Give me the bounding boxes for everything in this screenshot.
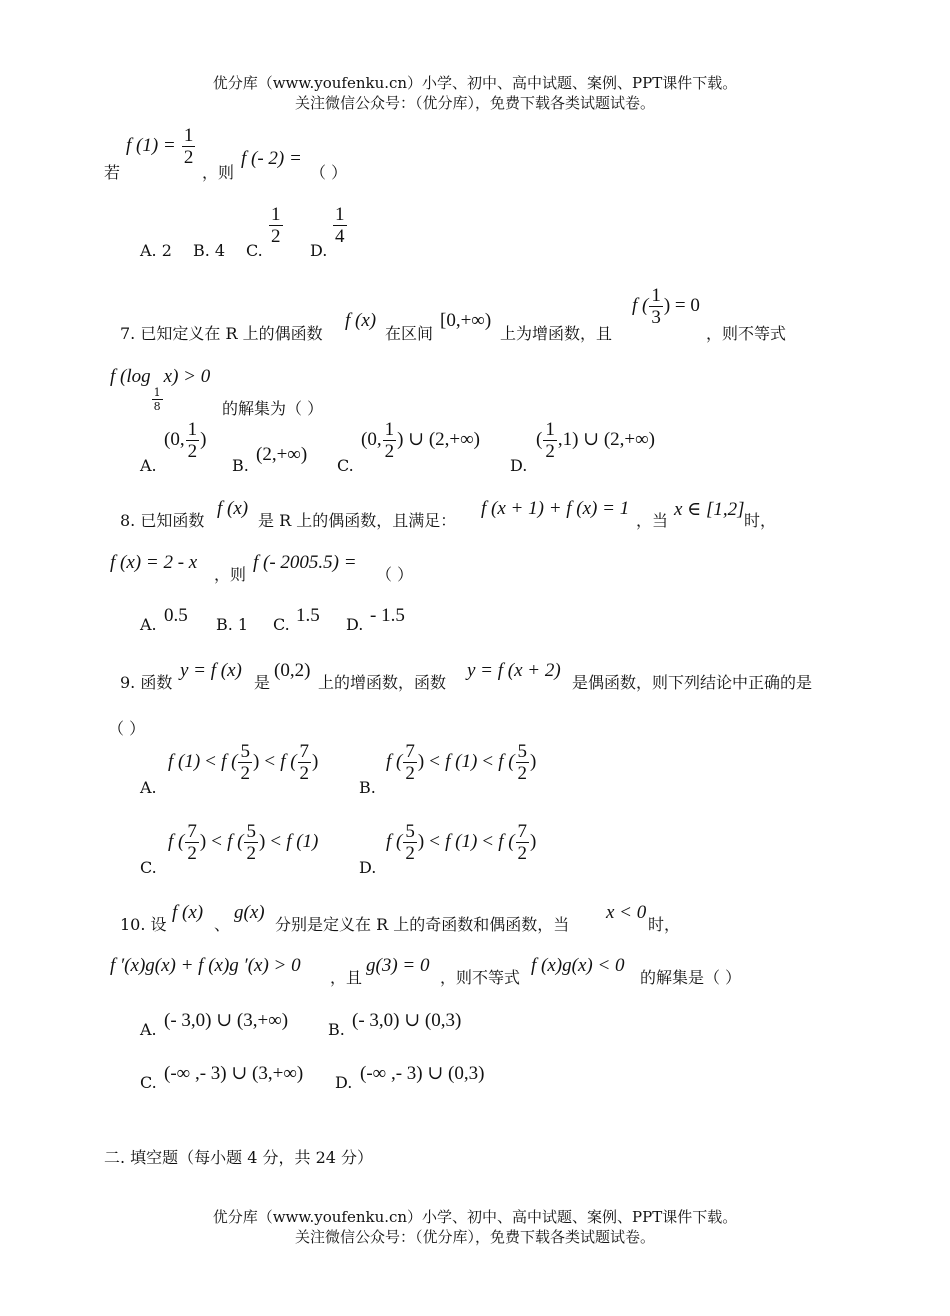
q7-option-c-value: (0, $\frac{1}{2}$ ) ∪ (2,+∞): [361, 419, 480, 462]
q10-inequality: f ′(x)g(x) + f (x)g ′(x) > 0: [110, 955, 301, 976]
q8-mid: 是 R 上的偶函数，且满足：: [258, 511, 457, 530]
q9-mid: 上的增函数，函数: [318, 673, 447, 692]
q8-fx: f (x): [217, 498, 249, 519]
q10-option-c-label: C.: [140, 1073, 157, 1092]
q10-option-a-value: (- 3,0) ∪ (3,+∞): [164, 1010, 289, 1031]
q10-gx: g(x): [234, 902, 265, 923]
q10-shi: 时，: [648, 915, 681, 934]
q6-expression: f (- 2) =: [241, 148, 302, 169]
q10-inequality-2: f (x)g(x) < 0: [531, 955, 625, 976]
q7-option-a-value: (0, $\frac{1}{2}$ ): [164, 419, 207, 462]
q10-option-a-label: A.: [140, 1020, 157, 1039]
q7-interval: [0,+∞): [440, 310, 492, 331]
q10-ze: ，则不等式: [440, 968, 521, 987]
q9-option-c-value: f ( $\frac{7}{2}$ ) < f ( $\frac{5}{2}$ ) < f (1): [168, 821, 319, 864]
q6-option-c-value: $\frac{1}{2}$: [271, 204, 281, 247]
q7-intro: 7. 已知定义在 R 上的偶函数: [120, 324, 323, 343]
q10-option-c-value: (-∞ ,- 3) ∪ (3,+∞): [164, 1063, 304, 1084]
q8-option-d-label: D.: [346, 615, 364, 634]
q6-ze: ，则: [202, 163, 235, 182]
q9-option-b-value: f ( $\frac{7}{2}$ ) < f (1) < f ( $\frac{5}{2}$ ): [386, 741, 537, 784]
q7-fx: f (x): [345, 310, 377, 331]
q7-option-d-label: D.: [510, 456, 528, 475]
q6-option-d-value: $\frac{1}{4}$: [335, 204, 345, 247]
q9-shi: 是: [254, 673, 271, 692]
q8-option-c-value: 1.5: [296, 605, 320, 626]
q10-fx: f (x): [172, 902, 204, 923]
q9-option-d-value: f ( $\frac{5}{2}$ ) < f (1) < f ( $\frac{7}{2}$ ): [386, 821, 537, 864]
q8-option-a-value: 0.5: [164, 605, 188, 626]
q9-option-b-label: B.: [359, 778, 376, 797]
q9-interval: (0,2): [274, 660, 311, 681]
q6-condition: f (1) = $\frac{1}{2}$: [126, 125, 194, 168]
section-2-heading: 二. 填空题（每小题 4 分，共 24 分）: [104, 1148, 374, 1167]
q7-option-d-value: ( $\frac{1}{2}$ ,1) ∪ (2,+∞): [536, 419, 655, 462]
q10-option-d-value: (-∞ ,- 3) ∪ (0,3): [360, 1063, 485, 1084]
q9-answer-paren: （ ）: [108, 719, 146, 738]
q9-option-c-label: C.: [140, 858, 157, 877]
q9-function-1: y = f (x): [180, 660, 242, 681]
q7-option-b-value: (2,+∞): [256, 444, 308, 465]
q8-expression: f (- 2005.5) =: [253, 552, 357, 573]
q7-option-a-label: A.: [140, 456, 157, 475]
q8-definition: f (x) = 2 - x: [110, 552, 198, 573]
q6-option-c-label: C.: [246, 241, 263, 260]
q8-option-b: B. 1: [216, 615, 249, 634]
q8-intro: 8. 已知函数: [120, 511, 205, 530]
q6-answer-paren: （ ）: [310, 163, 348, 182]
q7-mid2: 上为增函数，且: [500, 324, 613, 343]
header-line-2: 关注微信公众号：（优分库），免费下载各类试题试卷。: [294, 94, 655, 112]
header-line-1: 优分库（www.youfenku.cn）小学、初中、高中试题、案例、PPT课件下载。: [212, 74, 738, 92]
q7-mid1: 在区间: [385, 324, 434, 343]
q10-option-b-value: (- 3,0) ∪ (0,3): [352, 1010, 462, 1031]
q10-condition: x < 0: [606, 902, 647, 923]
q8-ze: ，则: [214, 565, 247, 584]
q9-tail: 是偶函数，则下列结论中正确的是: [572, 673, 813, 692]
q8-condition: x ∈ [1,2]: [674, 499, 745, 520]
q6-option-d-label: D.: [310, 241, 328, 260]
q10-ask: 的解集是（ ）: [640, 968, 742, 987]
footer-line-1: 优分库（www.youfenku.cn）小学、初中、高中试题、案例、PPT课件下载。: [212, 1208, 738, 1226]
q8-option-c-label: C.: [273, 615, 290, 634]
q7-tail: ，则不等式: [706, 324, 787, 343]
q10-mid: 分别是定义在 R 上的奇函数和偶函数，当: [275, 915, 570, 934]
q7-option-b-label: B.: [232, 456, 249, 475]
q7-condition: f ( $\frac{1}{3}$ ) = 0: [632, 285, 700, 328]
q10-option-d-label: D.: [335, 1073, 353, 1092]
q7-inequality: f (log $\frac{1}{8}$ x) > 0: [110, 366, 211, 413]
q8-answer-paren: （ ）: [376, 565, 414, 584]
q9-function-2: y = f (x + 2): [467, 660, 561, 681]
q6-option-b: B. 4: [193, 241, 226, 260]
footer-line-2: 关注微信公众号：（优分库），免费下载各类试题试卷。: [294, 1228, 655, 1246]
q8-equation: f (x + 1) + f (x) = 1: [481, 498, 630, 519]
q8-option-a-label: A.: [140, 615, 157, 634]
q9-option-a-value: f (1) < f ( $\frac{5}{2}$ ) < f ( $\frac{7}{2}$ ): [168, 741, 319, 784]
q8-shi: 时，: [744, 511, 777, 530]
q9-intro: 9. 函数: [120, 673, 173, 692]
q6-ruo: 若: [104, 163, 121, 182]
q10-g3: g(3) = 0: [366, 955, 430, 976]
q10-intro: 10. 设: [120, 915, 167, 934]
q10-qie: ，且: [330, 968, 363, 987]
q10-option-b-label: B.: [328, 1020, 345, 1039]
q7-option-c-label: C.: [337, 456, 354, 475]
q9-option-d-label: D.: [359, 858, 377, 877]
q10-dun: 、: [214, 915, 231, 934]
q8-option-d-value: - 1.5: [370, 605, 405, 626]
q9-option-a-label: A.: [140, 778, 157, 797]
q7-ask: 的解集为（ ）: [222, 399, 324, 418]
q8-dang: ，当: [636, 511, 669, 530]
q6-option-a: A. 2: [140, 241, 172, 260]
